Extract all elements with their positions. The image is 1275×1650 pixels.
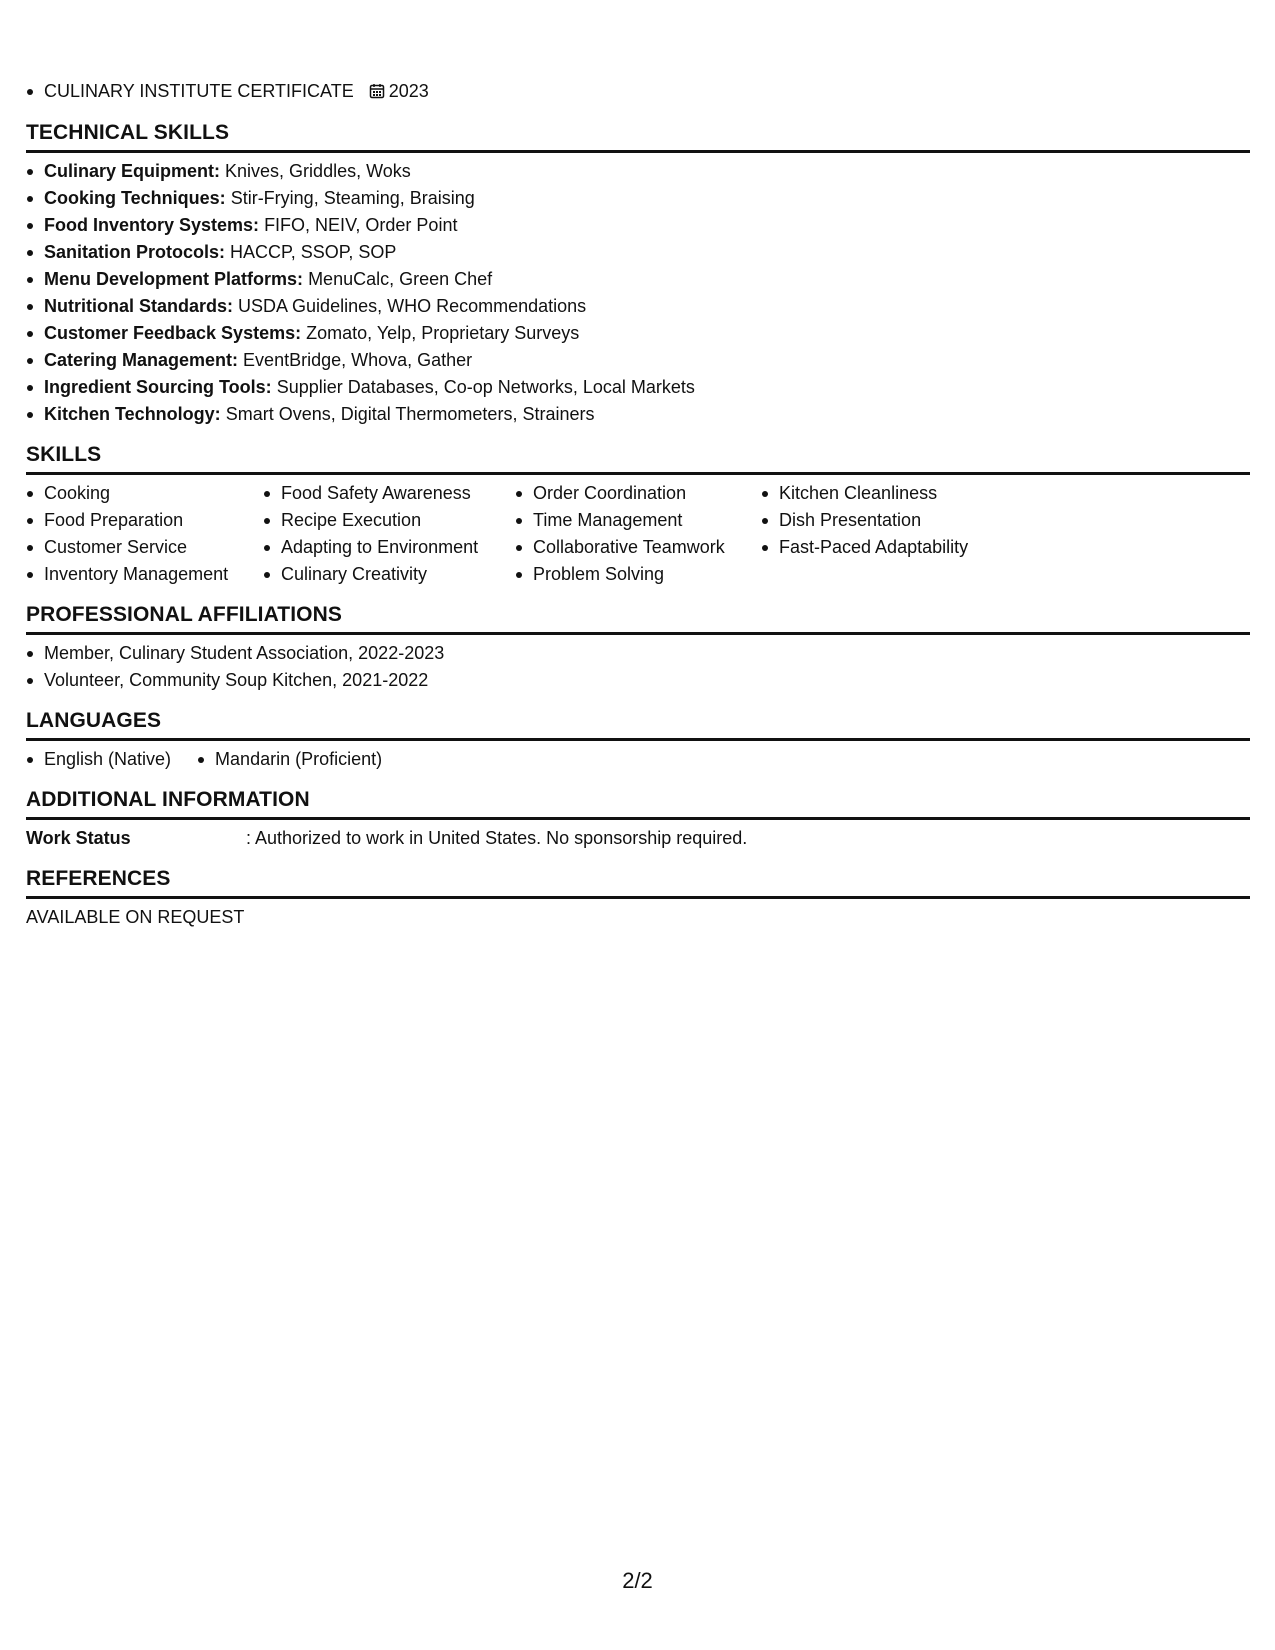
list-item: [26, 158, 1250, 185]
list-item: Mandarin (Proficient): [197, 746, 382, 773]
resume-page: [26, 78, 1250, 931]
tech-skill-label: Menu Development Platforms:: [44, 269, 304, 289]
list-item: [26, 212, 1250, 239]
affiliations-section: [26, 602, 1250, 694]
work-status-row: [26, 825, 1250, 852]
tech-skill-value: HACCP, SSOP, SOP: [230, 242, 397, 262]
list-item: Food Safety Awareness: [263, 480, 515, 507]
list-item: Food Preparation: [26, 507, 263, 534]
section-title-languages: LANGUAGES: [26, 708, 1250, 741]
tech-skill-label: Catering Management:: [44, 350, 239, 370]
work-status-label: Work Status: [26, 828, 131, 848]
skills-grid: [26, 480, 1250, 588]
skills-section: [26, 442, 1250, 588]
section-title-skills: SKILLS: [26, 442, 1250, 475]
list-item: Adapting to Environment: [263, 534, 515, 561]
technical-skills-section: [26, 120, 1250, 428]
list-item: [26, 374, 1250, 401]
section-title-affiliations: PROFESSIONAL AFFILIATIONS: [26, 602, 1250, 635]
list-item: Recipe Execution: [263, 507, 515, 534]
list-item: [26, 347, 1250, 374]
tech-skill-value: Knives, Griddles, Woks: [225, 161, 411, 181]
page-number: 2/2: [622, 1568, 653, 1593]
tech-skill-label: Sanitation Protocols:: [44, 242, 226, 262]
references-section: [26, 866, 1250, 931]
tech-skill-label: Culinary Equipment:: [44, 161, 221, 181]
additional-info-section: [26, 787, 1250, 852]
list-item: [26, 239, 1250, 266]
education-list: [26, 78, 1250, 106]
tech-skill-label: Food Inventory Systems:: [44, 215, 260, 235]
affiliations-list: [26, 640, 1250, 694]
list-item: Inventory Management: [26, 561, 263, 588]
tech-skill-label: Ingredient Sourcing Tools:: [44, 377, 272, 397]
technical-skills-list: [26, 158, 1250, 428]
list-item: Member, Culinary Student Association, 2022-2023: [26, 640, 1250, 667]
skills-column: [263, 480, 515, 588]
skills-column: [515, 480, 761, 588]
section-title-technical-skills: TECHNICAL SKILLS: [26, 120, 1250, 153]
work-status-value: : Authorized to work in United States. No sponsorship required.: [246, 828, 748, 848]
list-item: Volunteer, Community Soup Kitchen, 2021-2022: [26, 667, 1250, 694]
references-text: AVAILABLE ON REQUEST: [26, 907, 245, 927]
list-item: Cooking: [26, 480, 263, 507]
list-item: [26, 320, 1250, 347]
list-item: Kitchen Cleanliness: [761, 480, 1021, 507]
list-item: Culinary Creativity: [263, 561, 515, 588]
certificate-year: 2023: [388, 81, 429, 101]
tech-skill-label: Kitchen Technology:: [44, 404, 221, 424]
list-item: Order Coordination: [515, 480, 761, 507]
list-item: [26, 266, 1250, 293]
tech-skill-value: Stir-Frying, Steaming, Braising: [230, 188, 475, 208]
list-item: Collaborative Teamwork: [515, 534, 761, 561]
list-item: Dish Presentation: [761, 507, 1021, 534]
tech-skill-value: Smart Ovens, Digital Thermometers, Strainers: [225, 404, 595, 424]
list-item: [26, 293, 1250, 320]
list-item: Fast-Paced Adaptability: [761, 534, 1021, 561]
list-item: Customer Service: [26, 534, 263, 561]
certificate-name: CULINARY INSTITUTE CERTIFICATE: [44, 81, 354, 101]
list-item: Time Management: [515, 507, 761, 534]
languages-list: [26, 746, 1250, 773]
tech-skill-value: Supplier Databases, Co-op Networks, Local Markets: [276, 377, 695, 397]
list-item: English (Native): [26, 746, 171, 773]
tech-skill-label: Nutritional Standards:: [44, 296, 234, 316]
languages-section: [26, 708, 1250, 773]
tech-skill-value: EventBridge, Whova, Gather: [243, 350, 473, 370]
tech-skill-label: Customer Feedback Systems:: [44, 323, 302, 343]
calendar-icon: [369, 80, 385, 96]
tech-skill-value: MenuCalc, Green Chef: [308, 269, 493, 289]
tech-skill-value: Zomato, Yelp, Proprietary Surveys: [306, 323, 580, 343]
list-item: [26, 401, 1250, 428]
list-item: [26, 185, 1250, 212]
skills-column: [26, 480, 263, 588]
section-title-references: REFERENCES: [26, 866, 1250, 899]
tech-skill-label: Cooking Techniques:: [44, 188, 226, 208]
tech-skill-value: USDA Guidelines, WHO Recommendations: [238, 296, 587, 316]
certificate-item: [26, 78, 1250, 106]
list-item: Problem Solving: [515, 561, 761, 588]
tech-skill-value: FIFO, NEIV, Order Point: [264, 215, 458, 235]
skills-column: [761, 480, 1021, 588]
section-title-additional-info: ADDITIONAL INFORMATION: [26, 787, 1250, 820]
